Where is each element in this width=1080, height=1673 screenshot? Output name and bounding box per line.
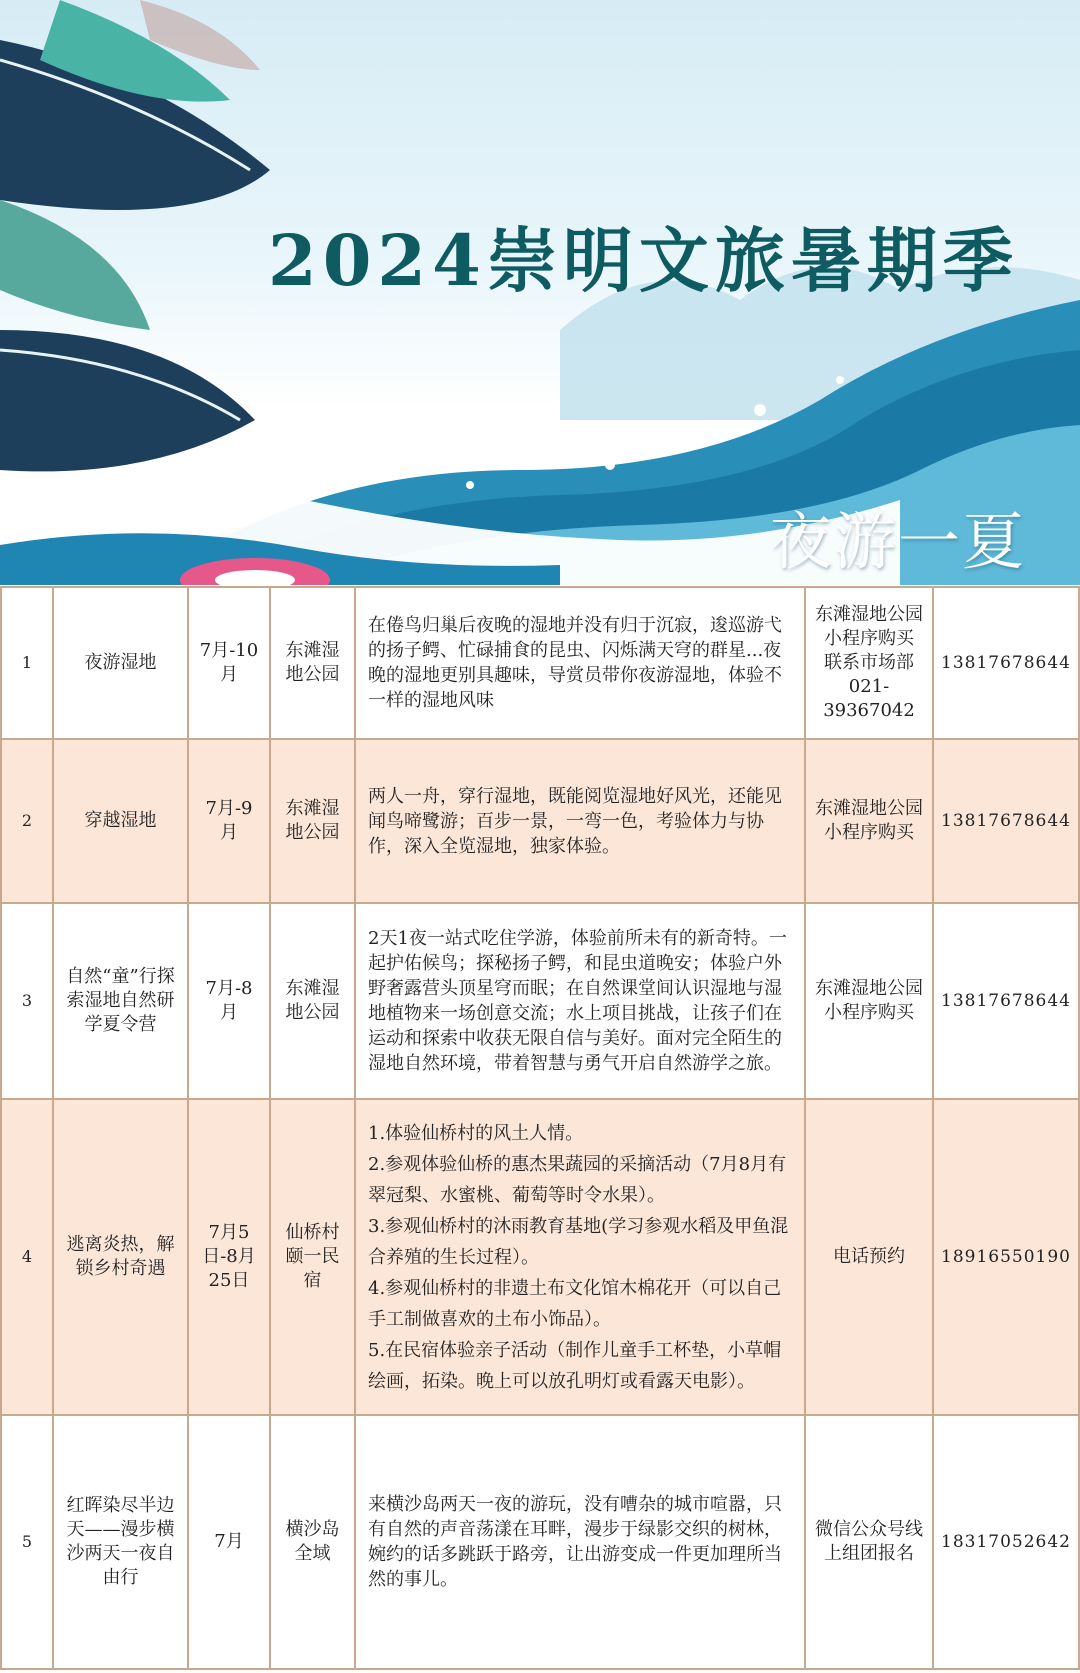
- contact-phone: 13817678644: [932, 904, 1080, 1098]
- booking-method: 电话预约: [804, 1100, 932, 1414]
- row-number: 2: [0, 740, 52, 902]
- table-row: [0, 588, 1080, 740]
- activity-name: 逃离炎热，解锁乡村奇遇: [52, 1100, 187, 1414]
- activity-description: [354, 1100, 804, 1414]
- description-item: 4.参观仙桥村的非遗土布文化馆木棉花开（可以自己手工制做喜欢的土布小饰品）。: [368, 1277, 782, 1330]
- header-banner: [0, 0, 1080, 585]
- description-item: 5.在民宿体验亲子活动（制作儿童手工杯垫，小草帽绘画，拓染。晚上可以放孔明灯或看露天电影）。: [368, 1339, 782, 1392]
- activity-location: 仙桥村颐一民宿: [269, 1100, 354, 1414]
- table-row: [0, 1100, 1080, 1416]
- description-item: 2.参观体验仙桥的惠杰果蔬园的采摘活动（7月8月有翠冠梨、水蜜桃、葡萄等时令水果）。: [368, 1153, 787, 1206]
- row-number: 5: [0, 1416, 52, 1668]
- activity-location: 横沙岛全域: [269, 1416, 354, 1668]
- description-item: 1.体验仙桥村的风土人情。: [368, 1122, 584, 1144]
- activity-location: 东滩湿地公园: [269, 904, 354, 1098]
- contact-phone: 18916550190: [932, 1100, 1080, 1414]
- description-item: 3.参观仙桥村的沐雨教育基地(学习参观水稻及甲鱼混合养殖的生长过程）。: [368, 1215, 789, 1268]
- banner-title: 2024崇明文旅暑期季: [268, 219, 1019, 302]
- contact-phone: 18317052642: [932, 1416, 1080, 1668]
- activity-date: 7月-9月: [187, 740, 269, 902]
- booking-method: 微信公众号线上组团报名: [804, 1416, 932, 1668]
- booking-method: 东滩湿地公园小程序购买: [804, 740, 932, 902]
- activity-name: 穿越湿地: [52, 740, 187, 902]
- activity-date: 7月5日-8月25日: [187, 1100, 269, 1414]
- activity-description: 在倦鸟归巢后夜晚的湿地并没有归于沉寂，逡巡游弋的扬子鳄、忙碌捕食的昆虫、闪烁满天穹的群星...夜晚的湿地更别具趣味，导赏员带你夜游湿地，体验不一样的湿地风味: [354, 588, 804, 738]
- activity-table: [0, 586, 1080, 1670]
- row-number: 3: [0, 904, 52, 1098]
- table-row: [0, 740, 1080, 904]
- activity-description: 来横沙岛两天一夜的游玩，没有嘈杂的城市喧嚣，只有自然的声音荡漾在耳畔，漫步于绿影交织的树林，婉约的话多跳跃于路旁，让出游变成一件更加理所当然的事儿。: [354, 1416, 804, 1668]
- activity-description: 2天1夜一站式吃住学游，体验前所未有的新奇特。一起护佑候鸟；探秘扬子鳄，和昆虫道晚安；体验户外野奢露营头顶星穹而眠；在自然课堂间认识湿地与湿地植物来一场创意交流；水上项目挑战，让孩子们在运动和探索中收获无限自信与美好。面对完全陌生的湿地自然环境，带着智慧与勇气开启自然游学之旅。: [354, 904, 804, 1098]
- activity-description: 两人一舟，穿行湿地，既能阅览湿地好风光，还能见闻鸟啼鹭游；百步一景，一弯一色，考验体力与协作，深入全览湿地，独家体验。: [354, 740, 804, 902]
- activity-name: 夜游湿地: [52, 588, 187, 738]
- booking-method: 东滩湿地公园小程序购买: [804, 904, 932, 1098]
- booking-method: 东滩湿地公园小程序购买 联系市场部021-39367042: [804, 588, 932, 738]
- activity-date: 7月-8月: [187, 904, 269, 1098]
- row-number: 1: [0, 588, 52, 738]
- banner-subtitle: 夜游一夏: [770, 505, 1027, 578]
- table-row: [0, 904, 1080, 1100]
- contact-phone: 13817678644: [932, 740, 1080, 902]
- row-number: 4: [0, 1100, 52, 1414]
- contact-phone: 13817678644: [932, 588, 1080, 738]
- activity-location: 东滩湿地公园: [269, 588, 354, 738]
- activity-date: 7月: [187, 1416, 269, 1668]
- table-row: [0, 1416, 1080, 1670]
- activity-name: 自然“童”行探索湿地自然研学夏令营: [52, 904, 187, 1098]
- activity-location: 东滩湿地公园: [269, 740, 354, 902]
- activity-name: 红晖染尽半边天——漫步横沙两天一夜自由行: [52, 1416, 187, 1668]
- activity-date: 7月-10月: [187, 588, 269, 738]
